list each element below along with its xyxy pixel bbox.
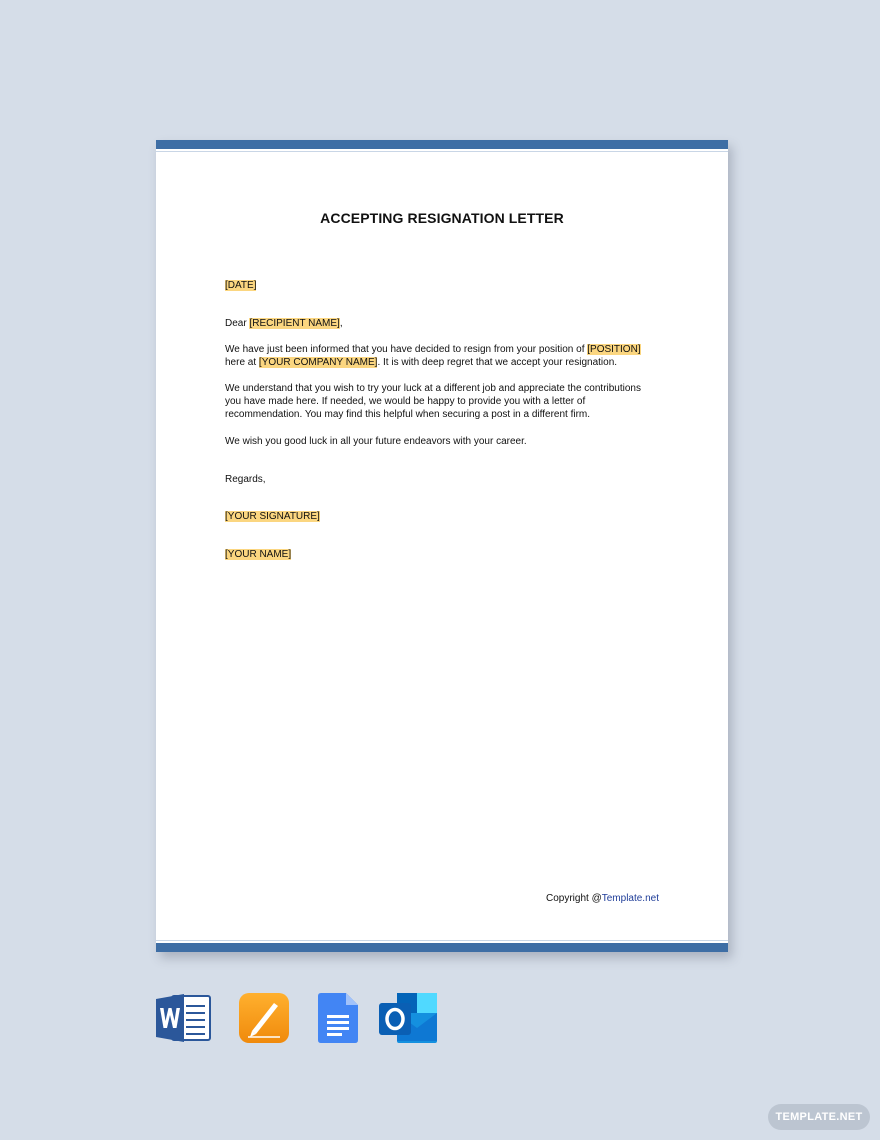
greeting-suffix: , [339, 318, 343, 329]
closing: Regards, [225, 474, 266, 485]
outlook-icon[interactable] [379, 993, 439, 1048]
top-band [156, 140, 728, 149]
top-rule [156, 151, 728, 152]
template-net-badge[interactable]: TEMPLATE.NET [768, 1104, 870, 1130]
date-line [225, 279, 659, 292]
paragraph-2: We understand that you wish to try your luck at a different job and appreciate the contributions you have made here. If needed, we would be happy to provide you with a letter of recommendation. You may find this helpful when securing a post in a different firm. [225, 383, 641, 420]
bottom-band [156, 943, 728, 952]
letter-page [156, 140, 728, 952]
name-placeholder: [YOUR NAME] [225, 549, 292, 560]
paragraph-1-text-b: here at [225, 357, 259, 368]
signature-line [225, 510, 659, 523]
paragraph-1-text-a: We have just been informed that you have decided to resign from your position of [225, 344, 588, 355]
position-placeholder: [POSITION] [587, 344, 641, 355]
paragraph-3: We wish you good luck in all your future endeavors with your career. [225, 436, 527, 447]
letter-title: ACCEPTING RESIGNATION LETTER [320, 210, 564, 226]
copyright [456, 893, 659, 904]
word-icon[interactable] [156, 993, 212, 1048]
copyright-prefix: Copyright @ [546, 893, 602, 904]
pages-icon[interactable] [238, 993, 290, 1048]
company-placeholder: [YOUR COMPANY NAME] [258, 357, 378, 368]
paragraph-1 [225, 343, 659, 369]
bottom-rule [156, 940, 728, 941]
recipient-placeholder: [RECIPIENT NAME] [249, 318, 340, 329]
google-docs-icon[interactable] [318, 993, 358, 1048]
copyright-link[interactable]: Template.net [601, 893, 659, 904]
signature-placeholder: [YOUR SIGNATURE] [225, 511, 320, 522]
name-line [225, 548, 659, 561]
date-placeholder: [DATE] [225, 280, 257, 291]
greeting-prefix: Dear [225, 318, 250, 329]
paragraph-1-text-c: . It is with deep regret that we accept your resignation. [377, 357, 618, 368]
greeting-line [225, 317, 659, 330]
